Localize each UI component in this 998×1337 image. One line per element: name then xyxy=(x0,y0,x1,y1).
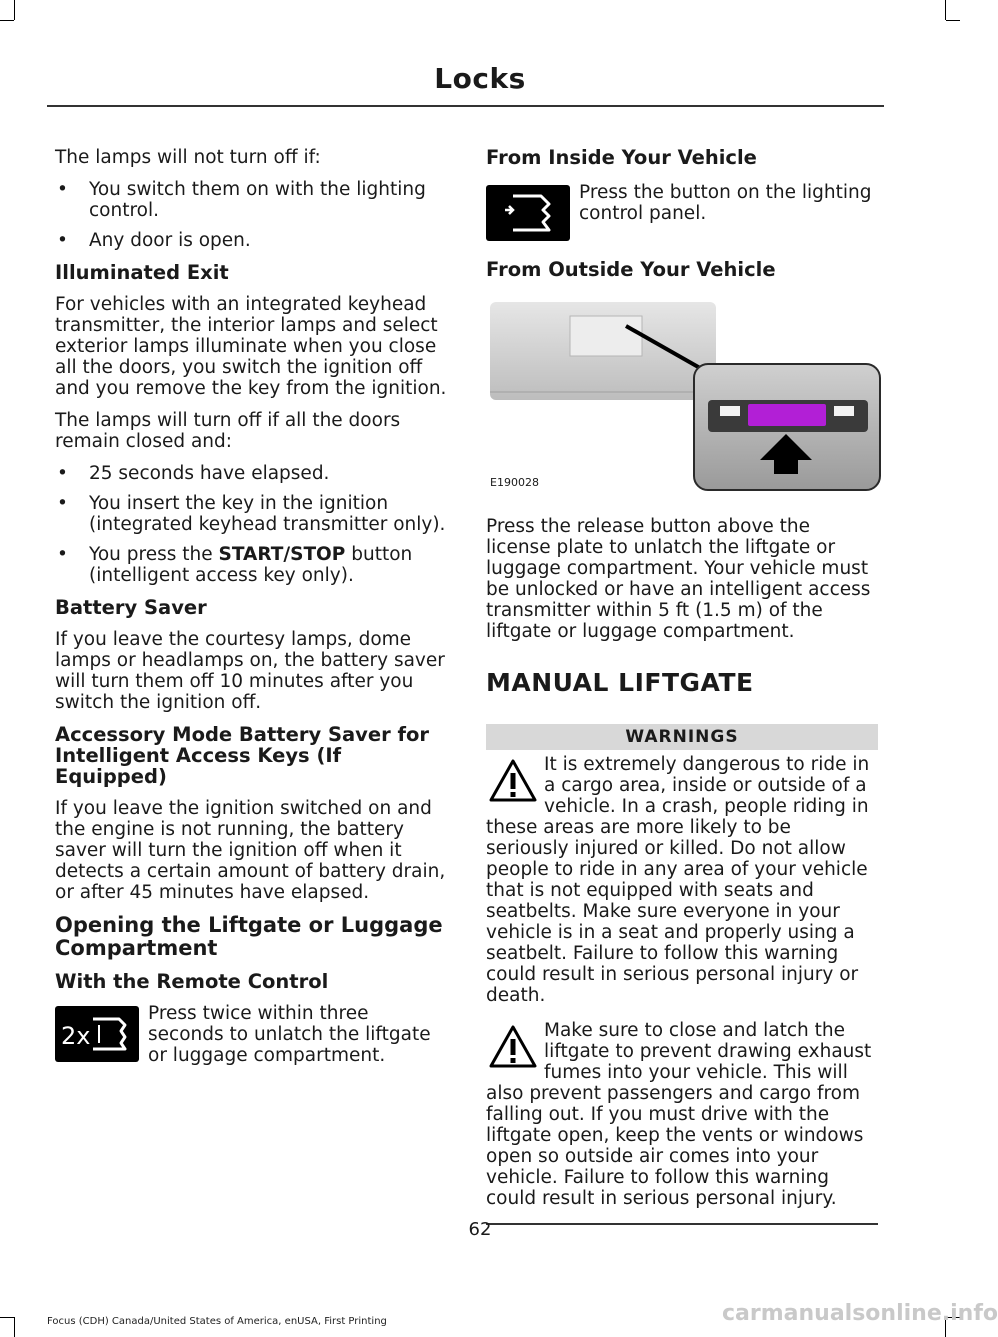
list-item: • Any door is open. xyxy=(55,230,447,251)
intro-text: The lamps will not turn off if: xyxy=(55,147,321,168)
crop-mark xyxy=(946,20,960,21)
remote-control-row xyxy=(55,1003,447,1066)
bullet-suffix: button (intelligent access key only). xyxy=(89,544,413,586)
list-item xyxy=(55,544,447,586)
warnings-header: WARNINGS xyxy=(486,724,878,750)
liftgate-open-icon xyxy=(493,190,563,236)
page-title: Locks xyxy=(434,62,526,95)
warning-text: Make sure to close and latch the liftgate to prevent drawing exhaust fumes into your vehicle. This will also prevent passengers and cargo from falling out. If you must drive with the liftgate open, keep the vents or windows open so outside air comes into your vehicle. Failure to follow this warning could result in serious personal injury. xyxy=(486,1020,872,1209)
accessory-mode-para: If you leave the ignition switched on and the engine is not running, the battery saver will turn the ignition off when it detects a certain amount of battery drain, or after 45 minutes have elapsed. xyxy=(55,798,446,903)
crop-mark xyxy=(14,1317,15,1337)
warning-triangle-icon xyxy=(488,1024,538,1070)
section-heading-outside-vehicle: From Outside Your Vehicle xyxy=(486,258,776,281)
remote-liftgate-2x-icon xyxy=(55,1006,139,1062)
section-heading-manual-liftgate: MANUAL LIFTGATE xyxy=(486,668,754,697)
list-item: • You insert the key in the ignition (integrated keyhead transmitter only). xyxy=(55,493,447,535)
outside-vehicle-text: Press the release button above the license plate to unlatch the liftgate or luggage compartment. Your vehicle must be unlocked or have an intelligent access transmitter within 5 ft (1.5 m) of the liftgate or luggage compartment. xyxy=(486,516,871,642)
section-heading-accessory-mode: Accessory Mode Battery Saver for Intelligent Access Keys (If Equipped) xyxy=(55,723,429,788)
section-heading-inside-vehicle: From Inside Your Vehicle xyxy=(486,146,757,169)
warning-text: It is extremely dangerous to ride in a cargo area, inside or outside of a vehicle. In a crash, people riding in these areas are more likely to be seriously injured or killed. Do not allow people to ride in any area of your vehicle that is not equipped with seats and seatbelts. Make sure everyone in your vehicle is in a seat and properly using a seatbelt. Failure to follow this warning could result in serious personal injury or death. xyxy=(486,754,870,1006)
battery-saver-para: If you leave the courtesy lamps, dome lamps or headlamps on, the battery saver will turn them off 10 minutes after you switch the ignition off. xyxy=(55,629,445,713)
inside-vehicle-row xyxy=(486,182,878,241)
page-number: 62 xyxy=(468,1219,492,1240)
list-item: • You switch them on with the lighting control. xyxy=(55,179,447,221)
section-heading-battery-saver: Battery Saver xyxy=(55,596,207,619)
start-stop-keyword: START/STOP xyxy=(218,544,346,565)
crop-mark xyxy=(945,0,946,20)
illuminated-exit-para: For vehicles with an integrated keyhead transmitter, the interior lamps and select exterior lamps illuminate when you close all the doors, you switch the ignition off and you remove the key from the ignition. xyxy=(55,294,447,399)
footer-text: Focus (CDH) Canada/United States of America, enUSA, First Printing xyxy=(47,1316,387,1327)
liftgate-release-icon xyxy=(486,185,570,241)
liftgate-icon xyxy=(59,1011,135,1057)
bullet-prefix: You press the xyxy=(89,544,219,565)
right-column xyxy=(486,147,878,1225)
list-item: • 25 seconds have elapsed. xyxy=(55,463,447,484)
section-heading-illuminated-exit: Illuminated Exit xyxy=(55,261,229,284)
left-column xyxy=(55,147,447,1084)
crop-mark xyxy=(0,20,14,21)
liftgate-release-figure xyxy=(486,294,881,494)
svg-text:2x: 2x xyxy=(61,1022,91,1050)
section-heading-opening-liftgate: Opening the Liftgate or Luggage Compartment xyxy=(55,913,443,960)
remote-control-text: Press twice within three seconds to unlatch the liftgate or luggage compartment. xyxy=(148,1003,431,1066)
inside-vehicle-text: Press the button on the lighting control panel. xyxy=(579,182,872,224)
illuminated-exit-bullet-list xyxy=(55,463,447,586)
crop-mark xyxy=(0,1317,14,1318)
watermark: carmanualsonline.info xyxy=(722,1301,998,1326)
header-rule xyxy=(47,105,884,107)
crop-mark xyxy=(14,0,15,20)
figure-code: E190028 xyxy=(490,476,539,489)
illuminated-exit-para: The lamps will turn off if all the doors remain closed and: xyxy=(55,410,401,452)
subheading-remote-control: With the Remote Control xyxy=(55,970,329,993)
release-button-illustration xyxy=(486,294,881,494)
warning-block xyxy=(486,754,878,1006)
intro-bullet-list xyxy=(55,179,447,251)
warning-block xyxy=(486,1020,878,1209)
warning-triangle-icon xyxy=(488,758,538,804)
